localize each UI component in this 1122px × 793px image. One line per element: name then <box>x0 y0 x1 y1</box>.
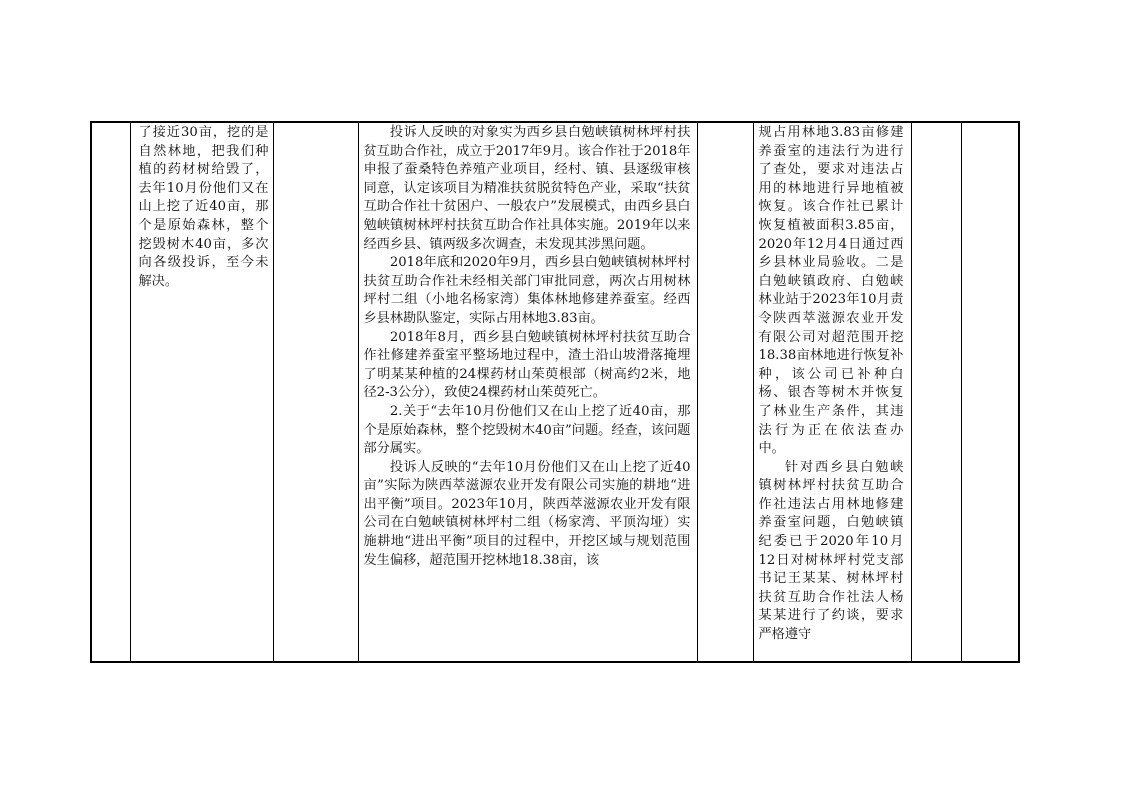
cell-col-5 <box>697 122 753 662</box>
findings-paragraph: 2.关于“去年10月份他们又在山上挖了近40亩，那个是原始森林，整个挖毁树木40亩”问题。经查，该问题部分属实。 <box>363 403 691 457</box>
findings-paragraph: 2018年底和2020年9月，西乡县白勉峡镇树林坪村扶贫互助合作社未经相关部门审批同意，两次占用树林坪村二组（小地名杨家湾）集体林地修建养蚕室。经西乡县林勘队鉴定，实际占用林地3.83亩。 <box>363 255 691 326</box>
handling-paragraph: 规占用林地3.83亩修建养蚕室的违法行为进行了查处，要求对违法占用的林地进行异地植被恢复。该合作社已累计恢复植被面积3.85亩，2020年12月4日通过西乡县林业局验收。二是白勉峡镇政府、白勉峡林业站于2023年10月责令陕西萃滋源农业开发有限公司对超范围开挖18.38亩林地进行恢复补种，该公司已补种白杨、银杏等树木并恢复了林业生产条件，其违法行为正在依法查办中。 <box>758 125 904 457</box>
findings-paragraph: 投诉人反映的“去年10月份他们又在山上挖了近40亩”实际为陕西萃滋源农业开发有限公司实施的耕地“进出平衡”项目。2023年10月，陕西萃滋源农业开发有限公司在白勉峡镇树林坪村二组（杨家湾、平顶沟垭）实施耕地“进出平衡”项目的过程中，开挖区域与规划范围发生偏移，超范围开挖林地18.38亩，该 <box>363 459 691 568</box>
handling-paragraph: 针对西乡县白勉峡镇树林坪村扶贫互助合作社违法占用林地修建养蚕室问题，白勉峡镇纪委已于2020年10月12日对树林坪村党支部书记王某某、树林坪村扶贫互助合作社法人杨某某进行了约谈，要求严格遵守 <box>758 459 904 643</box>
cell-col-1 <box>91 122 130 662</box>
cell-complaint-content <box>130 122 273 662</box>
cell-col-3 <box>273 122 358 662</box>
findings-paragraph: 2018年8月，西乡县白勉峡镇树林坪村扶贫互助合作社修建养蚕室平整场地过程中，渣土沿山坡滑落掩埋了明某某种植的24棵药材山茱萸根部（树高约2米，地径2-3公分），致使24棵药材山茱萸死亡。 <box>363 329 691 401</box>
table-row <box>91 122 1019 662</box>
report-table <box>90 121 1020 663</box>
cell-investigation-findings <box>358 122 697 662</box>
cell-col-8 <box>961 122 1019 662</box>
findings-paragraph: 投诉人反映的对象实为西乡县白勉峡镇树林坪村扶贫互助合作社，成立于2017年9月。该合作社于2018年申报了蚕桑特色养殖产业项目，经村、镇、县逐级审核同意，认定该项目为精准扶贫脱贫特色产业，采取“扶贫互助合作社十贫困户、一般农户”发展模式，由西乡县白勉峡镇树林坪村扶贫互助合作社具体实施。2019年以来经西乡县、镇两级多次调查，未发现其涉黑问题。 <box>363 125 691 252</box>
cell-col-7 <box>911 122 961 662</box>
complaint-text: 了接近30亩，挖的是自然林地，把我们种植的药材树给毁了，去年10月份他们又在山上挖了近40亩，那个是原始森林，整个挖毁树木40亩，多次向各级投诉，至今未解决。 <box>138 125 269 289</box>
cell-handling-result <box>753 122 911 662</box>
